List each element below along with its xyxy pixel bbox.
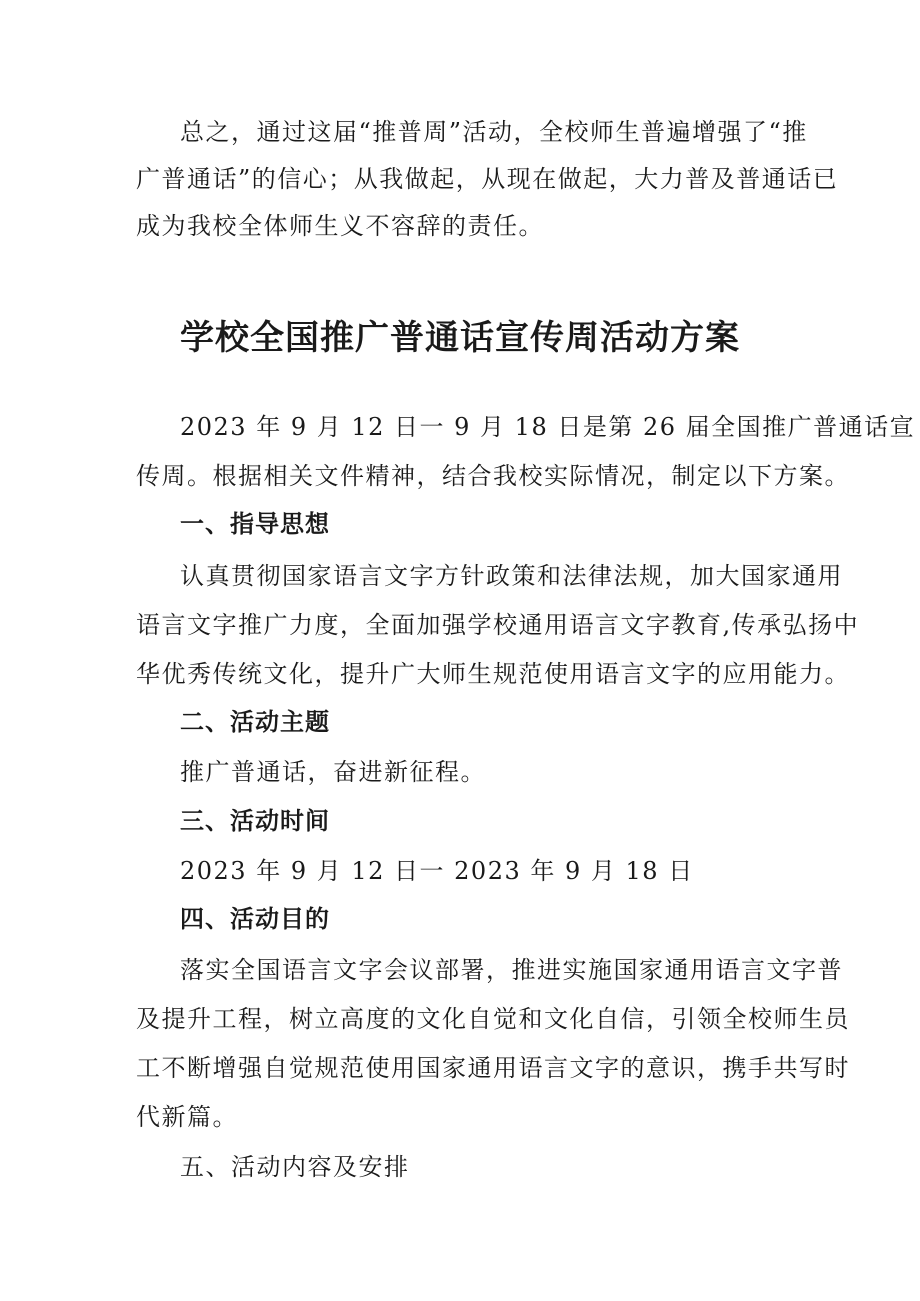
purpose-line-2: 及提升工程，树立高度的文化自觉和文化自信，引领全校师生员: [136, 1005, 850, 1033]
document-title: 学校全国推广普通话宣传周活动方案: [180, 318, 740, 358]
section-heading-time: 三、活动时间: [180, 807, 330, 835]
guiding-line-3: 华优秀传统文化，提升广大师生规范使用语言文字的应用能力。: [136, 660, 850, 688]
guiding-line-1: 认真贯彻国家语言文字方针政策和法律法规，加大国家通用: [180, 562, 843, 590]
intro-line-2: 广普通话”的信心；从我做起，从现在做起，大力普及普通话已: [136, 165, 839, 193]
time-line-1: 2023 年 9 月 12 日一 2023 年 9 月 18 日: [180, 857, 694, 885]
purpose-line-3: 工不断增强自觉规范使用国家通用语言文字的意识，携手共写时: [136, 1054, 850, 1082]
purpose-line-4: 代新篇。: [136, 1103, 238, 1131]
section-heading-content: 五、活动内容及安排: [180, 1153, 410, 1181]
preface-line-2: 传周。根据相关文件精神，结合我校实际情况，制定以下方案。: [136, 462, 850, 490]
guiding-line-2: 语言文字推广力度，全面加强学校通用语言文字教育,传承弘扬中: [136, 611, 860, 639]
intro-line-3: 成为我校全体师生义不容辞的责任。: [136, 212, 544, 240]
intro-line-1: 总之，通过这届“推普周”活动，全校师生普遍增强了“推: [180, 118, 808, 146]
preface-line-1: 2023 年 9 月 12 日一 9 月 18 日是第 26 届全国推广普通话宣: [180, 413, 916, 441]
section-heading-theme: 二、活动主题: [180, 708, 330, 736]
section-heading-purpose: 四、活动目的: [180, 905, 330, 933]
theme-line-1: 推广普通话，奋进新征程。: [180, 758, 486, 786]
section-heading-guiding: 一、指导思想: [180, 510, 330, 538]
purpose-line-1: 落实全国语言文字会议部署，推进实施国家通用语言文字普: [180, 956, 843, 984]
